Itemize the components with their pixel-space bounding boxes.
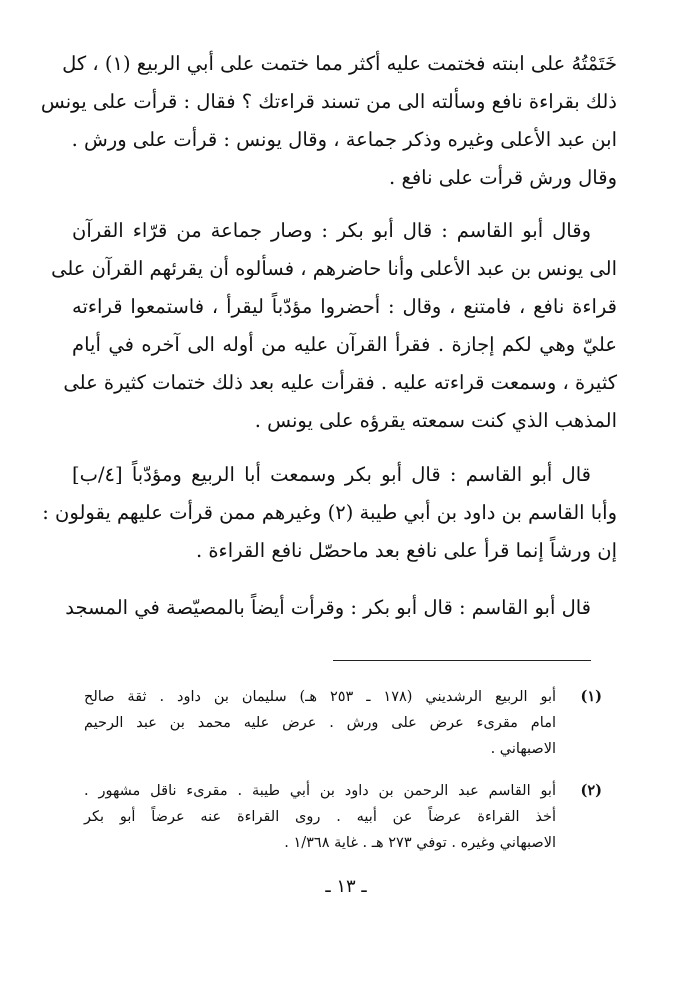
text-line: وقال ورش قرأت على نافع . xyxy=(389,166,617,189)
text-line: ابن عبد الأعلى وغيره وذكر جماعة ، وقال يونس : قرأت على ورش . xyxy=(71,128,617,151)
footnote-line: امام مقرىء عرض على ورش . عرض عليه محمد بن عبد الرحيم xyxy=(84,715,556,731)
text-line: قال أبو القاسم : قال أبو بكر : وقرأت أيضاً بالمصيّصة في المسجد xyxy=(65,596,591,619)
page-number: ـ ١٣ ـ xyxy=(325,876,367,897)
text-line: وقال أبو القاسم : قال أبو بكر : وصار جماعة من قرّاء القرآن xyxy=(72,219,591,242)
footnote-line: الاصبهاني وغيره . توفي ٢٧٣ هـ . غاية ١/٣٦٨ . xyxy=(284,835,556,851)
text-line: ذلك بقراءة نافع وسألته الى من تسند قراءتك ؟ فقال : قرأت على يونس xyxy=(40,90,617,113)
text-line: الى يونس بن عبد الأعلى وأنا حاضرهم ، فسألوه أن يقرئهم القرآن على xyxy=(51,257,617,280)
paragraph-1 xyxy=(40,45,617,197)
text-line: قراءة نافع ، فامتنع ، وقال : أحضروا مؤدّباً ليقرأ ، فاستمعوا قراءته xyxy=(72,295,617,318)
footnote-2 xyxy=(84,778,602,856)
paragraph-2 xyxy=(51,212,617,440)
footnote-line: أبو القاسم عبد الرحمن بن داود بن أبي طيبة . مقرىء ناقل مشهور . xyxy=(84,783,556,799)
footnote-line: أخذ القراءة عرضاً عن أبيه . روى القراءة عنه عرضاً أبو بكر xyxy=(84,809,556,825)
footnote-number: (١) xyxy=(580,688,602,705)
text-line: وأبا القاسم بن داود بن أبي طيبة (٢) وغيرهم ممن قرأت عليهم يقولون : xyxy=(42,501,617,524)
text-line: كثيرة ، وسمعت قراءته عليه . فقرأت عليه بعد ذلك ختمات كثيرة على xyxy=(63,371,617,394)
text-line: المذهب الذي كنت سمعته يقرؤه على يونس . xyxy=(254,409,617,432)
footnote-number: (٢) xyxy=(580,782,602,799)
text-line: قال أبو القاسم : قال أبو بكر وسمعت أبا الربيع ومؤدّباً [٤/ب] xyxy=(72,463,591,486)
footnote-separator xyxy=(333,660,591,661)
text-line: خَتَمْتُهُ على ابنته فختمت عليه أكثر مما ختمت على أبي الربيع (١) ، كل xyxy=(62,52,617,75)
footnote-line: الاصبهاني . xyxy=(490,741,556,757)
footnote-1 xyxy=(84,684,602,762)
text-line: عليّ وهي لكم إجازة . فقرأ القرآن عليه من أوله الى آخره في أيام xyxy=(72,333,617,356)
paragraph-3 xyxy=(42,456,617,570)
footnote-line: أبو الربيع الرشديني (١٧٨ ـ ٢٥٣ هـ) سليمان بن داود . ثقة صالح xyxy=(84,689,557,705)
paragraph-4 xyxy=(65,589,617,627)
text-line: إن ورشاً إنما قرأ على نافع بعد ماحصّل نافع القراءة . xyxy=(195,539,617,562)
